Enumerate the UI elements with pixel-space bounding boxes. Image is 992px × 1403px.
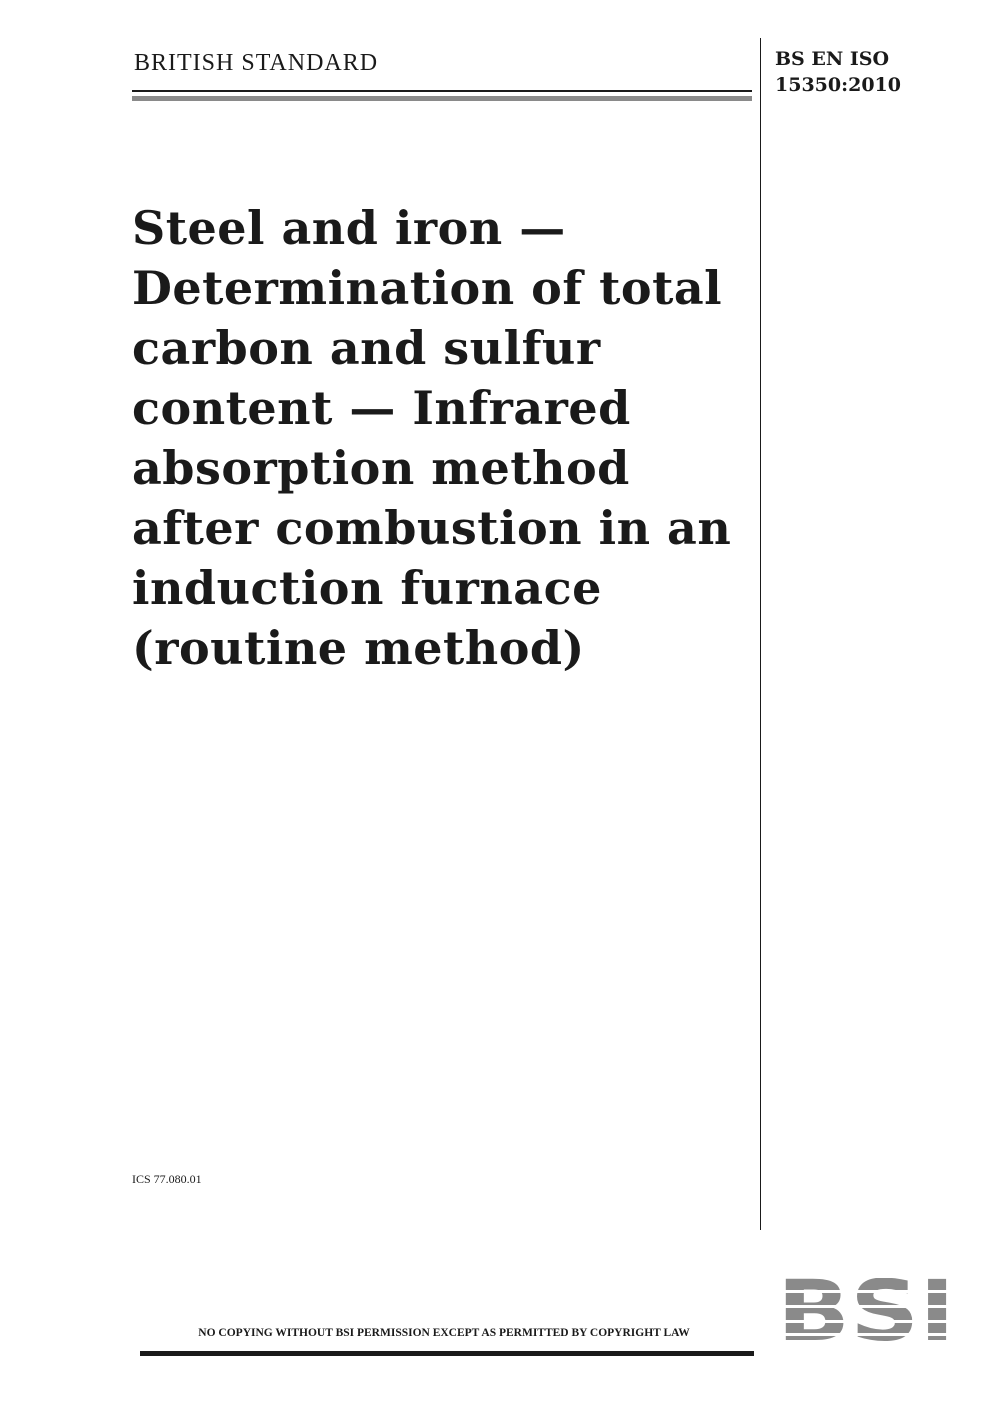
title-line: content — Infrared: [132, 381, 631, 435]
document-type-label: BRITISH STANDARD: [134, 50, 379, 76]
vertical-divider: [760, 38, 761, 1230]
title-line: induction furnace: [132, 561, 602, 615]
bsi-logo: [777, 1278, 955, 1342]
title-line: Steel and iron —: [132, 201, 566, 255]
title-line: (routine method): [132, 621, 585, 675]
document-title: [132, 198, 732, 678]
header-rule-thick: [132, 96, 752, 101]
title-line: carbon and sulfur: [132, 321, 601, 375]
ics-code: ICS 77.080.01: [132, 1172, 202, 1186]
header-rule: [132, 90, 752, 101]
standard-number-line2: 15350:2010: [775, 74, 901, 96]
header-rule-thin: [132, 90, 752, 92]
title-line: after combustion in an: [132, 501, 732, 555]
title-line: absorption method: [132, 441, 630, 495]
title-line: Determination of total: [132, 261, 723, 315]
footer-rule: [140, 1351, 754, 1356]
standard-number: [775, 46, 901, 98]
standard-number-line1: BS EN ISO: [775, 48, 890, 70]
copyright-notice: NO COPYING WITHOUT BSI PERMISSION EXCEPT AS PERMITTED BY COPYRIGHT LAW: [198, 1327, 690, 1339]
